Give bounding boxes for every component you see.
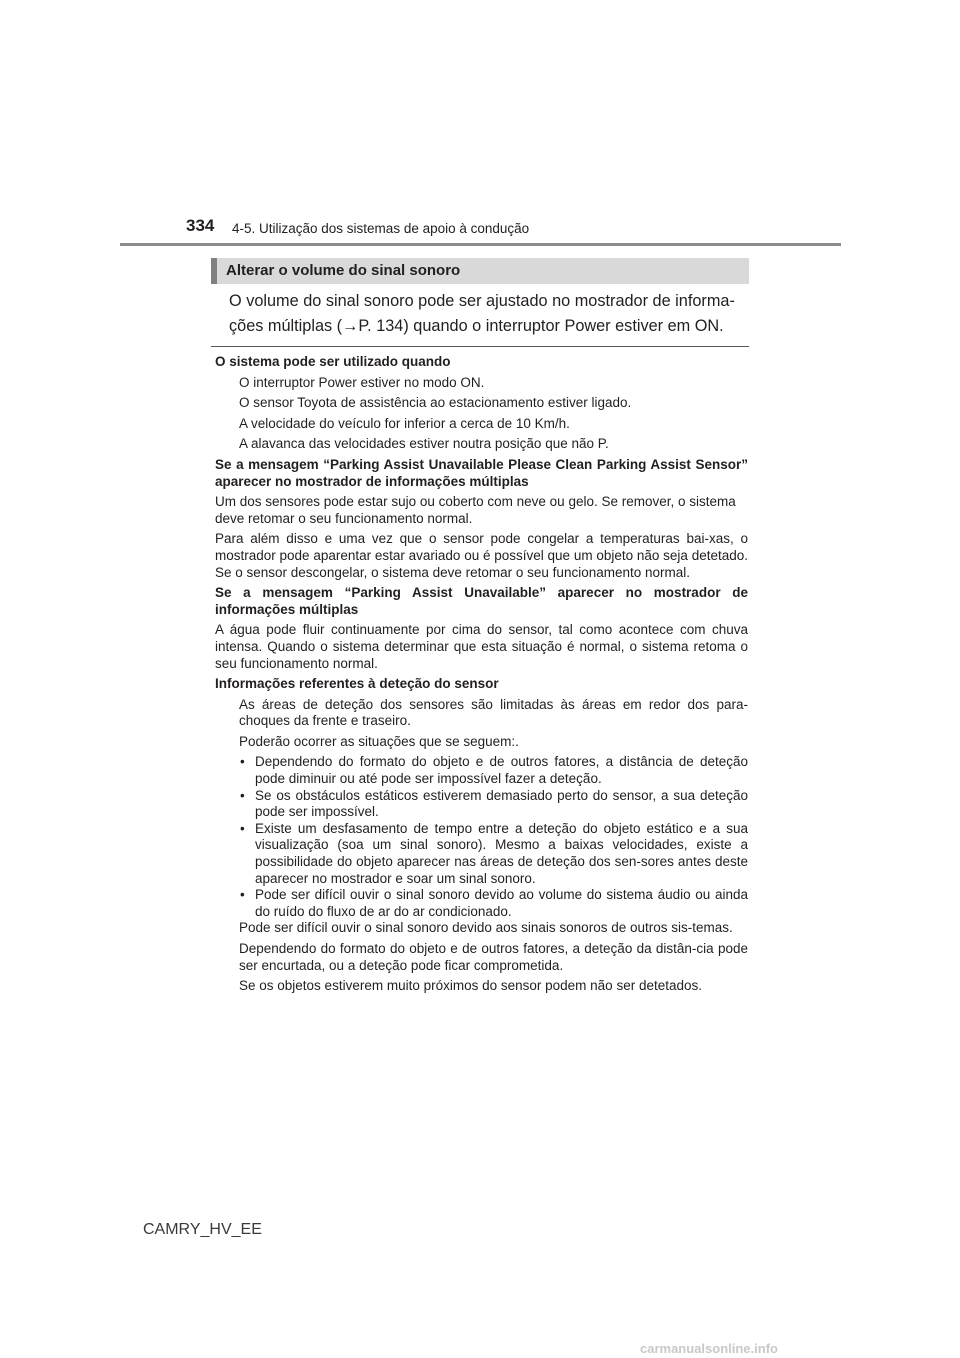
note-paragraph: Se os objetos estiverem muito próximos do sensor podem não ser detetados.	[239, 978, 702, 994]
usable-item: A alavanca das velocidades estiver noutra posição que não P.	[239, 436, 609, 452]
chapter-title: 4-5. Utilização dos sistemas de apoio à condução	[232, 221, 530, 236]
list-item-text: Pode ser difícil ouvir o sinal sonoro devido ao volume do sistema áudio ou ainda do ruído do fluxo de ar do ar condicionado.	[255, 887, 748, 919]
intro-paragraph	[229, 289, 750, 339]
notes-block	[215, 354, 748, 999]
list-item	[239, 887, 748, 920]
list-item-text: Dependendo do formato do objeto e de outros fatores, a distância de deteção pode diminuir ou até pode ser impossível fazer a deteção.	[255, 754, 748, 787]
footer-model-code: CAMRY_HV_EE	[143, 1221, 262, 1238]
intro-line: O volume do sinal sonoro pode ser ajustado no mostrador de informa-	[229, 292, 735, 310]
message-heading: Se a mensagem “Parking Assist Unavailable” aparecer no mostrador de informações múltiplas	[215, 585, 748, 617]
message-heading: Se a mensagem “Parking Assist Unavailable Please Clean Parking Assist Sensor” aparecer no mostrador de informações múltiplas	[215, 456, 748, 489]
note-paragraph: Pode ser difícil ouvir o sinal sonoro devido aos sinais sonoros de outros sis-temas.	[239, 920, 733, 936]
bullet-icon: •	[240, 820, 245, 836]
usable-item: O interruptor Power estiver no modo ON.	[239, 374, 485, 390]
list-item-text: Existe um desfasamento de tempo entre a deteção do objeto estático e a sua visualização (soa um sinal sonoro). Mesmo a baixas velocidades, existe a possibilidade do objeto aparecer nas áreas de deteção dos sen-sores antes deste aparecer no mostrador e soar um sinal sonoro.	[255, 820, 748, 886]
list-item	[239, 754, 748, 787]
message-paragraph: A água pode fluir continuamente por cima do sensor, tal como acontece com chuva intensa. Quando o sistema determinar que esta situação é normal, o sistema retoma o seu funcionamento normal.	[215, 622, 748, 671]
usable-heading: O sistema pode ser utilizado quando	[215, 354, 451, 369]
intro-line: ções múltiplas (→P. 134) quando o interruptor Power estiver em ON.	[229, 317, 724, 335]
detection-heading: Informações referentes à deteção do sensor	[215, 676, 499, 692]
situations-list	[239, 754, 748, 920]
watermark: carmanualsonline.info	[640, 1341, 778, 1356]
detection-intro: As áreas de deteção dos sensores são limitadas às áreas em redor dos para-choques da frente e traseiro.	[239, 696, 748, 729]
section-heading: Alterar o volume do sinal sonoro	[211, 258, 749, 284]
list-item	[239, 788, 748, 821]
notes-divider	[211, 346, 749, 347]
list-item	[239, 821, 748, 887]
message-paragraph: Para além disso e uma vez que o sensor pode congelar a temperaturas bai-xas, o mostrador pode aparentar estar avariado ou é possível que um objeto não seja detetado. Se o sensor descongelar, o sistema deve retomar o seu funcionamento normal.	[215, 531, 748, 580]
bullet-icon: •	[240, 787, 245, 803]
message-paragraph: Um dos sensores pode estar sujo ou coberto com neve ou gelo. Se remover, o sistema deve retomar o seu funcionamento normal.	[215, 494, 736, 526]
bullet-icon: •	[240, 887, 245, 903]
note-paragraph: Dependendo do formato do objeto e de outros fatores, a deteção da distân-cia pode ser encurtada, ou a deteção pode ficar comprometida.	[239, 941, 748, 973]
usable-item: A velocidade do veículo for inferior a cerca de 10 Km/h.	[239, 415, 570, 431]
situations-intro: Poderão ocorrer as situações que se seguem:.	[239, 733, 519, 749]
page-number: 334	[186, 216, 215, 235]
bullet-icon: •	[240, 754, 245, 770]
list-item-text: Se os obstáculos estáticos estiverem demasiado perto do sensor, a sua deteção pode ser impossível.	[255, 787, 748, 820]
header-divider	[120, 243, 841, 246]
usable-item: O sensor Toyota de assistência ao estacionamento estiver ligado.	[239, 395, 632, 411]
